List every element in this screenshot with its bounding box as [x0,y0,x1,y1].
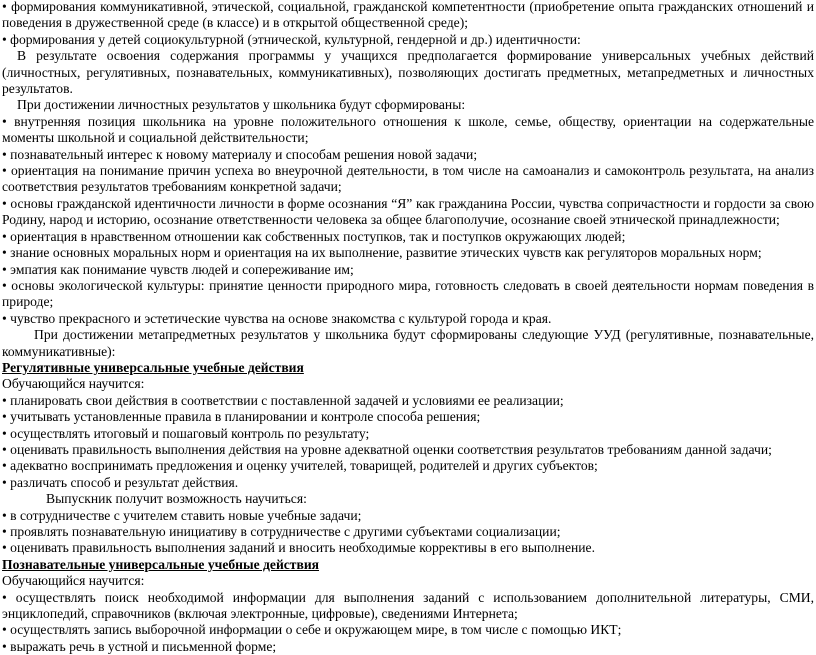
bullet-paragraph: • осуществлять поиск необходимой информации для выполнения заданий с использованием дополнительной литературы, СМИ, энциклопедий, справочников (включая электронные, цифровые), сведениями Интернета; [2,589,814,622]
section-heading: Регулятивные универсальные учебные действия [2,359,304,375]
bullet-paragraph: • основы гражданской идентичности личности в форме осознания “Я” как гражданина России, чувства сопричастности и гордости за свою Родину, народ и историю, осознание ответственности человека за общее благополучие, осознание своей этнической принадлежности; [2,195,814,228]
section-heading: Познавательные универсальные учебные действия [2,556,320,572]
bullet-paragraph: • знание основных моральных норм и ориентация на их выполнение, развитие этических чувств как регуляторов моральных норм; [2,245,762,261]
bullet-paragraph: • ориентация на понимание причин успеха во внеурочной деятельности, в том числе на самоанализ и самоконтроль результата, на анализ соответствия результатов требованиям конкретной задачи; [2,163,814,195]
bullet-paragraph: • чувство прекрасного и эстетические чувства на основе знакомства с культурой города и края. [2,310,552,326]
bullet-paragraph: • осуществлять запись выборочной информации о себе и окружающем мире, в том числе с помощью ИКТ; [2,622,622,638]
bullet-paragraph: • выражать речь в устной и письменной форме; [2,638,277,654]
bullet-paragraph: • в сотрудничестве с учителем ставить новые учебные задачи; [2,507,362,523]
graduate-label: Выпускник получит возможность научиться: [46,491,307,507]
bullet-paragraph: • основы экологической культуры: принятие ценности природного мира, готовность следовать в своей деятельности нормам поведения в природе; [2,277,814,310]
bullet-paragraph: • формирования коммуникативной, этической, социальной, гражданской компетентности (приобретение опыта гражданских отношений и поведения в дружественной среде (в классе) и в открытой общественной среде); [2,0,814,31]
bullet-paragraph: • осуществлять итоговый и пошаговый контроль по результату; [2,425,370,441]
bullet-paragraph: • ориентация в нравственном отношении как собственных поступков, так и поступков окружающих людей; [2,228,626,244]
bullet-paragraph: • планировать свои действия в соответствии с поставленной задачей и условиями ее реализации; [2,392,564,408]
bullet-paragraph: • адекватно воспринимать предложения и оценку учителей, товарищей, родителей и других субъектов; [2,458,598,474]
bullet-paragraph: • учитывать установленные правила в планировании и контроле способа решения; [2,409,481,425]
bullet-paragraph: • формирования у детей социокультурной (этнической, культурной, гендерной и др.) идентичности: [2,31,581,47]
bullet-paragraph: • оценивать правильность выполнения действия на уровне адекватной оценки соответствия результатов требованиям данной задачи; [2,441,772,457]
bullet-paragraph: • познавательный интерес к новому материалу и способам решения новой задачи; [2,146,478,162]
learner-label: Обучающийся научится: [2,376,145,392]
bullet-paragraph: • различать способ и результат действия. [2,474,239,490]
section-intro: При достижении личностных результатов у школьника будут сформированы: [17,97,466,113]
learner-label: Обучающийся научится: [2,573,145,589]
bullet-paragraph: • внутренняя позиция школьника на уровне положительного отношения к школе, семье, обществу, ориентации на содержательные моменты школьной и социальной действительности; [2,113,814,146]
section-intro: При достижении метапредметных результатов у школьника будут сформированы следующие УУД (регулятивные, познавательные, коммуникативные): [2,327,814,359]
bullet-paragraph: • проявлять познавательную инициативу в сотрудничестве с другими субъектами социализации; [2,524,561,539]
bullet-paragraph: • оценивать правильность выполнения заданий и вносить необходимые коррективы в его выполнение. [2,540,595,556]
body-paragraph: В результате освоения содержания программы у учащихся предполагается формирование универсальных учебных действий (личностных, регулятивных, познавательных, коммуникативных), позволяющих достигать предметных, метапредметных и личностных результатов. [2,48,814,97]
bullet-paragraph: • эмпатия как понимание чувств людей и сопереживание им; [2,261,354,277]
